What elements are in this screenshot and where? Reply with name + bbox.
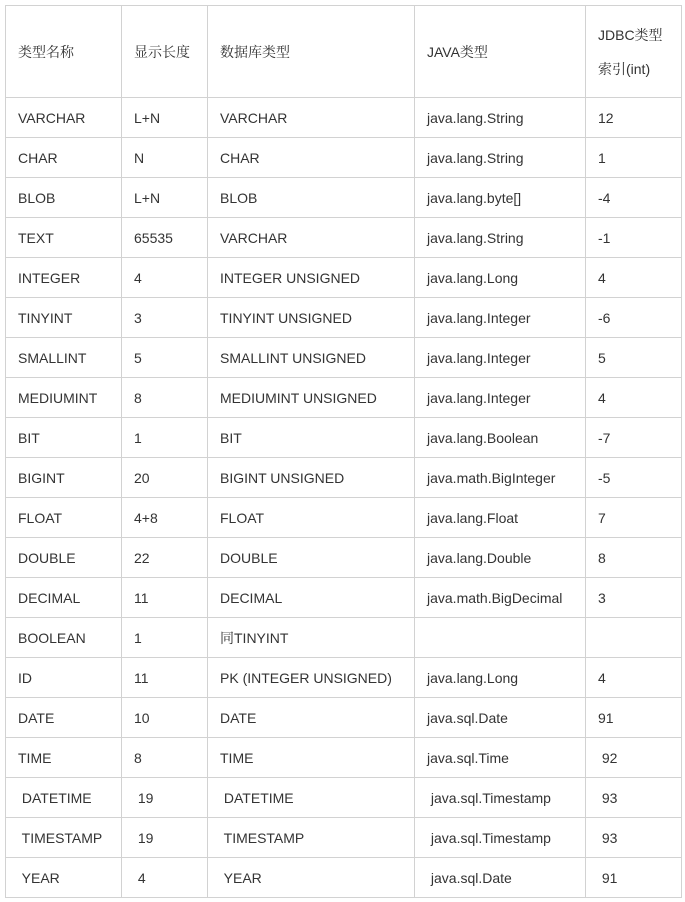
table-row [6,778,682,818]
cell-type-name: TINYINT [6,298,122,338]
cell-java-type: java.sql.Timestamp [415,818,586,858]
cell-display-length: 4+8 [122,498,208,538]
cell-type-name: DECIMAL [6,578,122,618]
table-row [6,458,682,498]
cell-type-name: FLOAT [6,498,122,538]
cell-jdbc-index: 93 [586,778,682,818]
cell-display-length: L+N [122,98,208,138]
cell-jdbc-index: 4 [586,258,682,298]
table-row [6,298,682,338]
cell-jdbc-index: -4 [586,178,682,218]
cell-java-type: java.math.BigInteger [415,458,586,498]
cell-jdbc-index: -5 [586,458,682,498]
header-jdbc-line1: JDBC类型 [598,26,663,43]
header-jdbc-index [586,6,682,98]
cell-display-length: 11 [122,578,208,618]
cell-jdbc-index: 92 [586,738,682,778]
table-row [6,178,682,218]
cell-display-length: 20 [122,458,208,498]
cell-jdbc-index: 1 [586,138,682,178]
cell-type-name: TEXT [6,218,122,258]
cell-type-name: INTEGER [6,258,122,298]
table-row [6,618,682,658]
cell-display-length: 65535 [122,218,208,258]
cell-java-type: java.lang.byte[] [415,178,586,218]
cell-type-name: ID [6,658,122,698]
table-row [6,218,682,258]
cell-jdbc-index: 91 [586,858,682,898]
cell-display-length: 19 [122,778,208,818]
cell-java-type: java.lang.Integer [415,338,586,378]
cell-db-type: 同TINYINT [208,618,415,658]
cell-jdbc-index: 7 [586,498,682,538]
cell-jdbc-index: 3 [586,578,682,618]
cell-db-type: CHAR [208,138,415,178]
cell-java-type: java.lang.Long [415,658,586,698]
cell-display-length: 10 [122,698,208,738]
cell-jdbc-index: 4 [586,378,682,418]
cell-jdbc-index: 12 [586,98,682,138]
cell-db-type: SMALLINT UNSIGNED [208,338,415,378]
cell-display-length: 22 [122,538,208,578]
cell-type-name: TIMESTAMP [6,818,122,858]
cell-display-length: 19 [122,818,208,858]
cell-type-name: YEAR [6,858,122,898]
cell-db-type: VARCHAR [208,218,415,258]
header-db-type: 数据库类型 [208,6,415,98]
cell-db-type: FLOAT [208,498,415,538]
table-row [6,658,682,698]
table-row [6,578,682,618]
cell-type-name: CHAR [6,138,122,178]
table-row [6,378,682,418]
cell-type-name: SMALLINT [6,338,122,378]
cell-display-length: 8 [122,738,208,778]
table-header-row [6,6,682,98]
cell-jdbc-index: 93 [586,818,682,858]
header-jdbc-line2: 索引(int) [598,60,651,77]
table-row [6,98,682,138]
cell-db-type: TIME [208,738,415,778]
cell-type-name: MEDIUMINT [6,378,122,418]
cell-java-type: java.lang.String [415,218,586,258]
cell-type-name: BOOLEAN [6,618,122,658]
cell-java-type: java.sql.Time [415,738,586,778]
cell-display-length: 5 [122,338,208,378]
cell-type-name: VARCHAR [6,98,122,138]
cell-display-length: N [122,138,208,178]
cell-java-type: java.sql.Date [415,858,586,898]
cell-jdbc-index: -1 [586,218,682,258]
table-row [6,698,682,738]
cell-display-length: 11 [122,658,208,698]
cell-java-type: java.lang.Integer [415,298,586,338]
header-type-name: 类型名称 [6,6,122,98]
cell-type-name: BIGINT [6,458,122,498]
table-row [6,138,682,178]
table-row [6,418,682,458]
cell-java-type [415,618,586,658]
cell-display-length: L+N [122,178,208,218]
cell-type-name: BIT [6,418,122,458]
cell-display-length: 1 [122,418,208,458]
table-row [6,498,682,538]
table-row [6,258,682,298]
cell-db-type: VARCHAR [208,98,415,138]
cell-type-name: TIME [6,738,122,778]
cell-java-type: java.sql.Date [415,698,586,738]
cell-display-length: 4 [122,858,208,898]
cell-db-type: DOUBLE [208,538,415,578]
cell-db-type: TINYINT UNSIGNED [208,298,415,338]
cell-db-type: DECIMAL [208,578,415,618]
cell-java-type: java.lang.String [415,138,586,178]
type-mapping-table [5,5,682,898]
cell-display-length: 8 [122,378,208,418]
cell-java-type: java.math.BigDecimal [415,578,586,618]
cell-display-length: 4 [122,258,208,298]
cell-jdbc-index: 8 [586,538,682,578]
cell-db-type: BIT [208,418,415,458]
cell-jdbc-index: -6 [586,298,682,338]
cell-java-type: java.lang.String [415,98,586,138]
cell-db-type: TIMESTAMP [208,818,415,858]
cell-type-name: DOUBLE [6,538,122,578]
cell-db-type: INTEGER UNSIGNED [208,258,415,298]
cell-db-type: PK (INTEGER UNSIGNED) [208,658,415,698]
cell-java-type: java.lang.Integer [415,378,586,418]
cell-java-type: java.lang.Double [415,538,586,578]
cell-db-type: MEDIUMINT UNSIGNED [208,378,415,418]
table-row [6,858,682,898]
cell-db-type: BLOB [208,178,415,218]
cell-jdbc-index: 91 [586,698,682,738]
cell-db-type: YEAR [208,858,415,898]
table-row [6,818,682,858]
table-row [6,538,682,578]
cell-jdbc-index: 5 [586,338,682,378]
cell-type-name: DATETIME [6,778,122,818]
cell-type-name: DATE [6,698,122,738]
cell-type-name: BLOB [6,178,122,218]
cell-java-type: java.lang.Boolean [415,418,586,458]
cell-java-type: java.sql.Timestamp [415,778,586,818]
table-row [6,338,682,378]
header-display-length: 显示长度 [122,6,208,98]
cell-java-type: java.lang.Long [415,258,586,298]
cell-display-length: 1 [122,618,208,658]
cell-db-type: DATETIME [208,778,415,818]
cell-java-type: java.lang.Float [415,498,586,538]
cell-db-type: BIGINT UNSIGNED [208,458,415,498]
header-java-type: JAVA类型 [415,6,586,98]
cell-jdbc-index [586,618,682,658]
cell-jdbc-index: 4 [586,658,682,698]
cell-jdbc-index: -7 [586,418,682,458]
cell-display-length: 3 [122,298,208,338]
table-row [6,738,682,778]
cell-db-type: DATE [208,698,415,738]
